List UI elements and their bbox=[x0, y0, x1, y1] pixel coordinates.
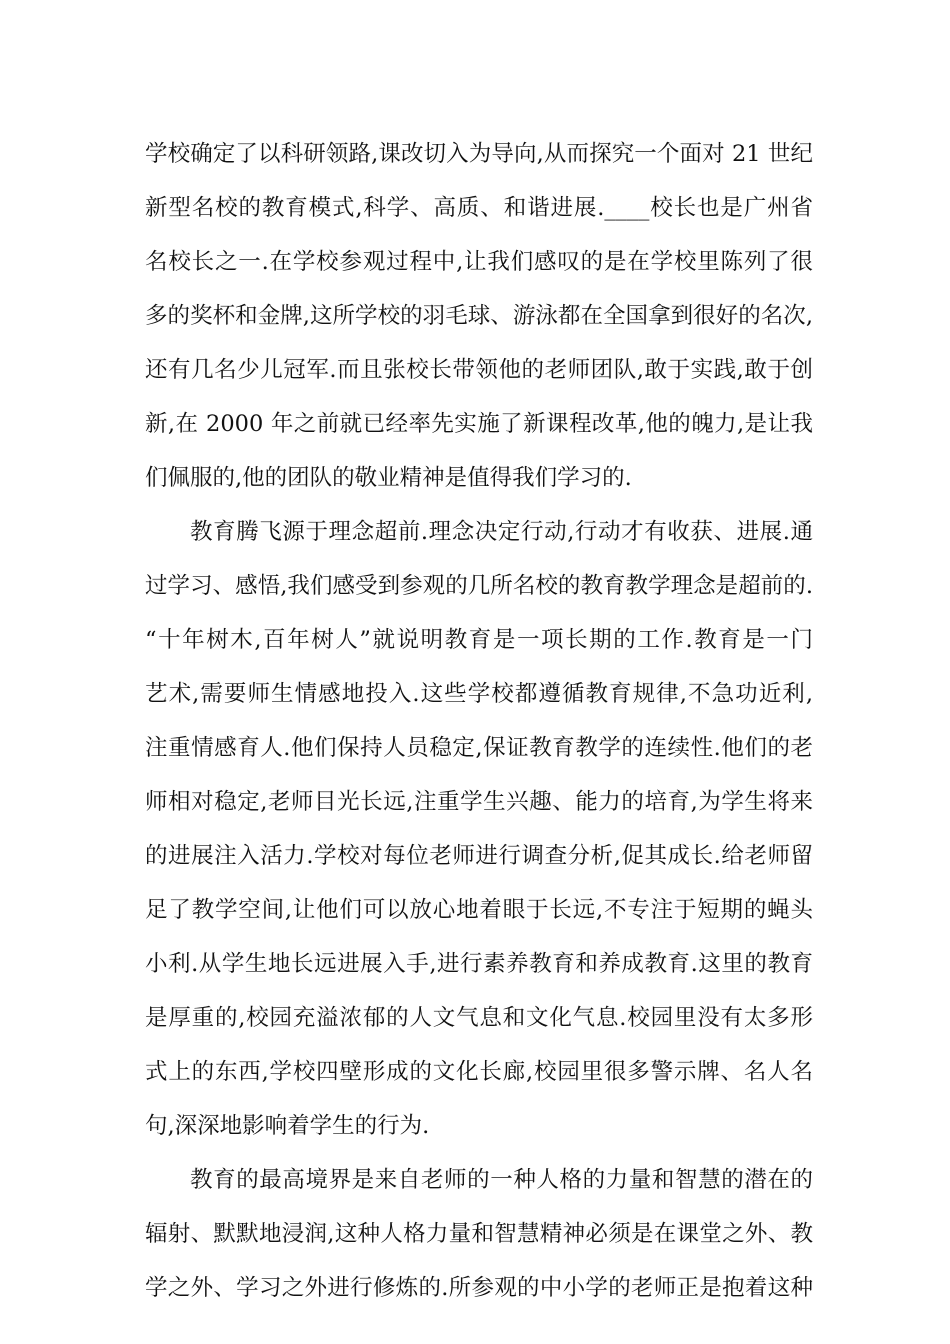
text-line: 新,在 2000 年之前就已经率先实施了新课程改革,他的魄力,是让我 bbox=[145, 411, 813, 437]
text-line: 的进展注入活力.学校对每位老师进行调查分析,促其成长.给老师留 bbox=[145, 843, 813, 869]
text-line: 辐射、默默地浸润,这种人格力量和智慧精神必须是在课堂之外、教 bbox=[145, 1221, 813, 1247]
text-line: 是厚重的,校园充溢浓郁的人文气息和文化气息.校园里没有太多形 bbox=[145, 1005, 813, 1031]
text-line: 还有几名少儿冠军.而且张校长带领他的老师团队,敢于实践,敢于创 bbox=[145, 357, 813, 383]
paragraph bbox=[145, 1153, 813, 1315]
text-line: 师相对稳定,老师目光长远,注重学生兴趣、能力的培育,为学生将来 bbox=[145, 789, 813, 815]
text-line: 小利.从学生地长远进展入手,进行素养教育和养成教育.这里的教育 bbox=[145, 951, 813, 977]
text-line: 名校长之一.在学校参观过程中,让我们感叹的是在学校里陈列了很 bbox=[145, 249, 813, 275]
text-line: 们佩服的,他的团队的敬业精神是值得我们学习的. bbox=[145, 465, 632, 491]
text-line: 式上的东西,学校四壁形成的文化长廊,校园里很多警示牌、名人名 bbox=[145, 1059, 813, 1085]
text-line: 过学习、感悟,我们感受到参观的几所名校的教育教学理念是超前的. bbox=[145, 573, 813, 599]
text-line: 足了教学空间,让他们可以放心地着眼于长远,不专注于短期的蝇头 bbox=[145, 897, 813, 923]
text-line: 新型名校的教育模式,科学、高质、和谐进展.____校长也是广州省 bbox=[145, 195, 813, 221]
paragraph bbox=[145, 127, 813, 505]
text-line: 教育的最高境界是来自老师的一种人格的力量和智慧的潜在的 bbox=[190, 1167, 813, 1193]
text-line: 注重情感育人.他们保持人员稳定,保证教育教学的连续性.他们的老 bbox=[145, 735, 813, 761]
text-line: 学校确定了以科研领路,课改切入为导向,从而探究一个面对 21 世纪 bbox=[145, 141, 813, 167]
body-text bbox=[145, 127, 813, 1315]
text-line: 教育腾飞源于理念超前.理念决定行动,行动才有收获、进展.通 bbox=[190, 519, 813, 545]
paragraph bbox=[145, 505, 813, 1153]
text-line: 多的奖杯和金牌,这所学校的羽毛球、游泳都在全国拿到很好的名次, bbox=[145, 303, 813, 329]
text-line: 学之外、学习之外进行修炼的.所参观的中小学的老师正是抱着这种 bbox=[145, 1275, 813, 1301]
text-line: 句,深深地影响着学生的行为. bbox=[145, 1113, 430, 1139]
text-line: 艺术,需要师生情感地投入.这些学校都遵循教育规律,不急功近利, bbox=[145, 681, 813, 707]
text-line: “十年树木,百年树人”就说明教育是一项长期的工作.教育是一门 bbox=[145, 627, 813, 653]
